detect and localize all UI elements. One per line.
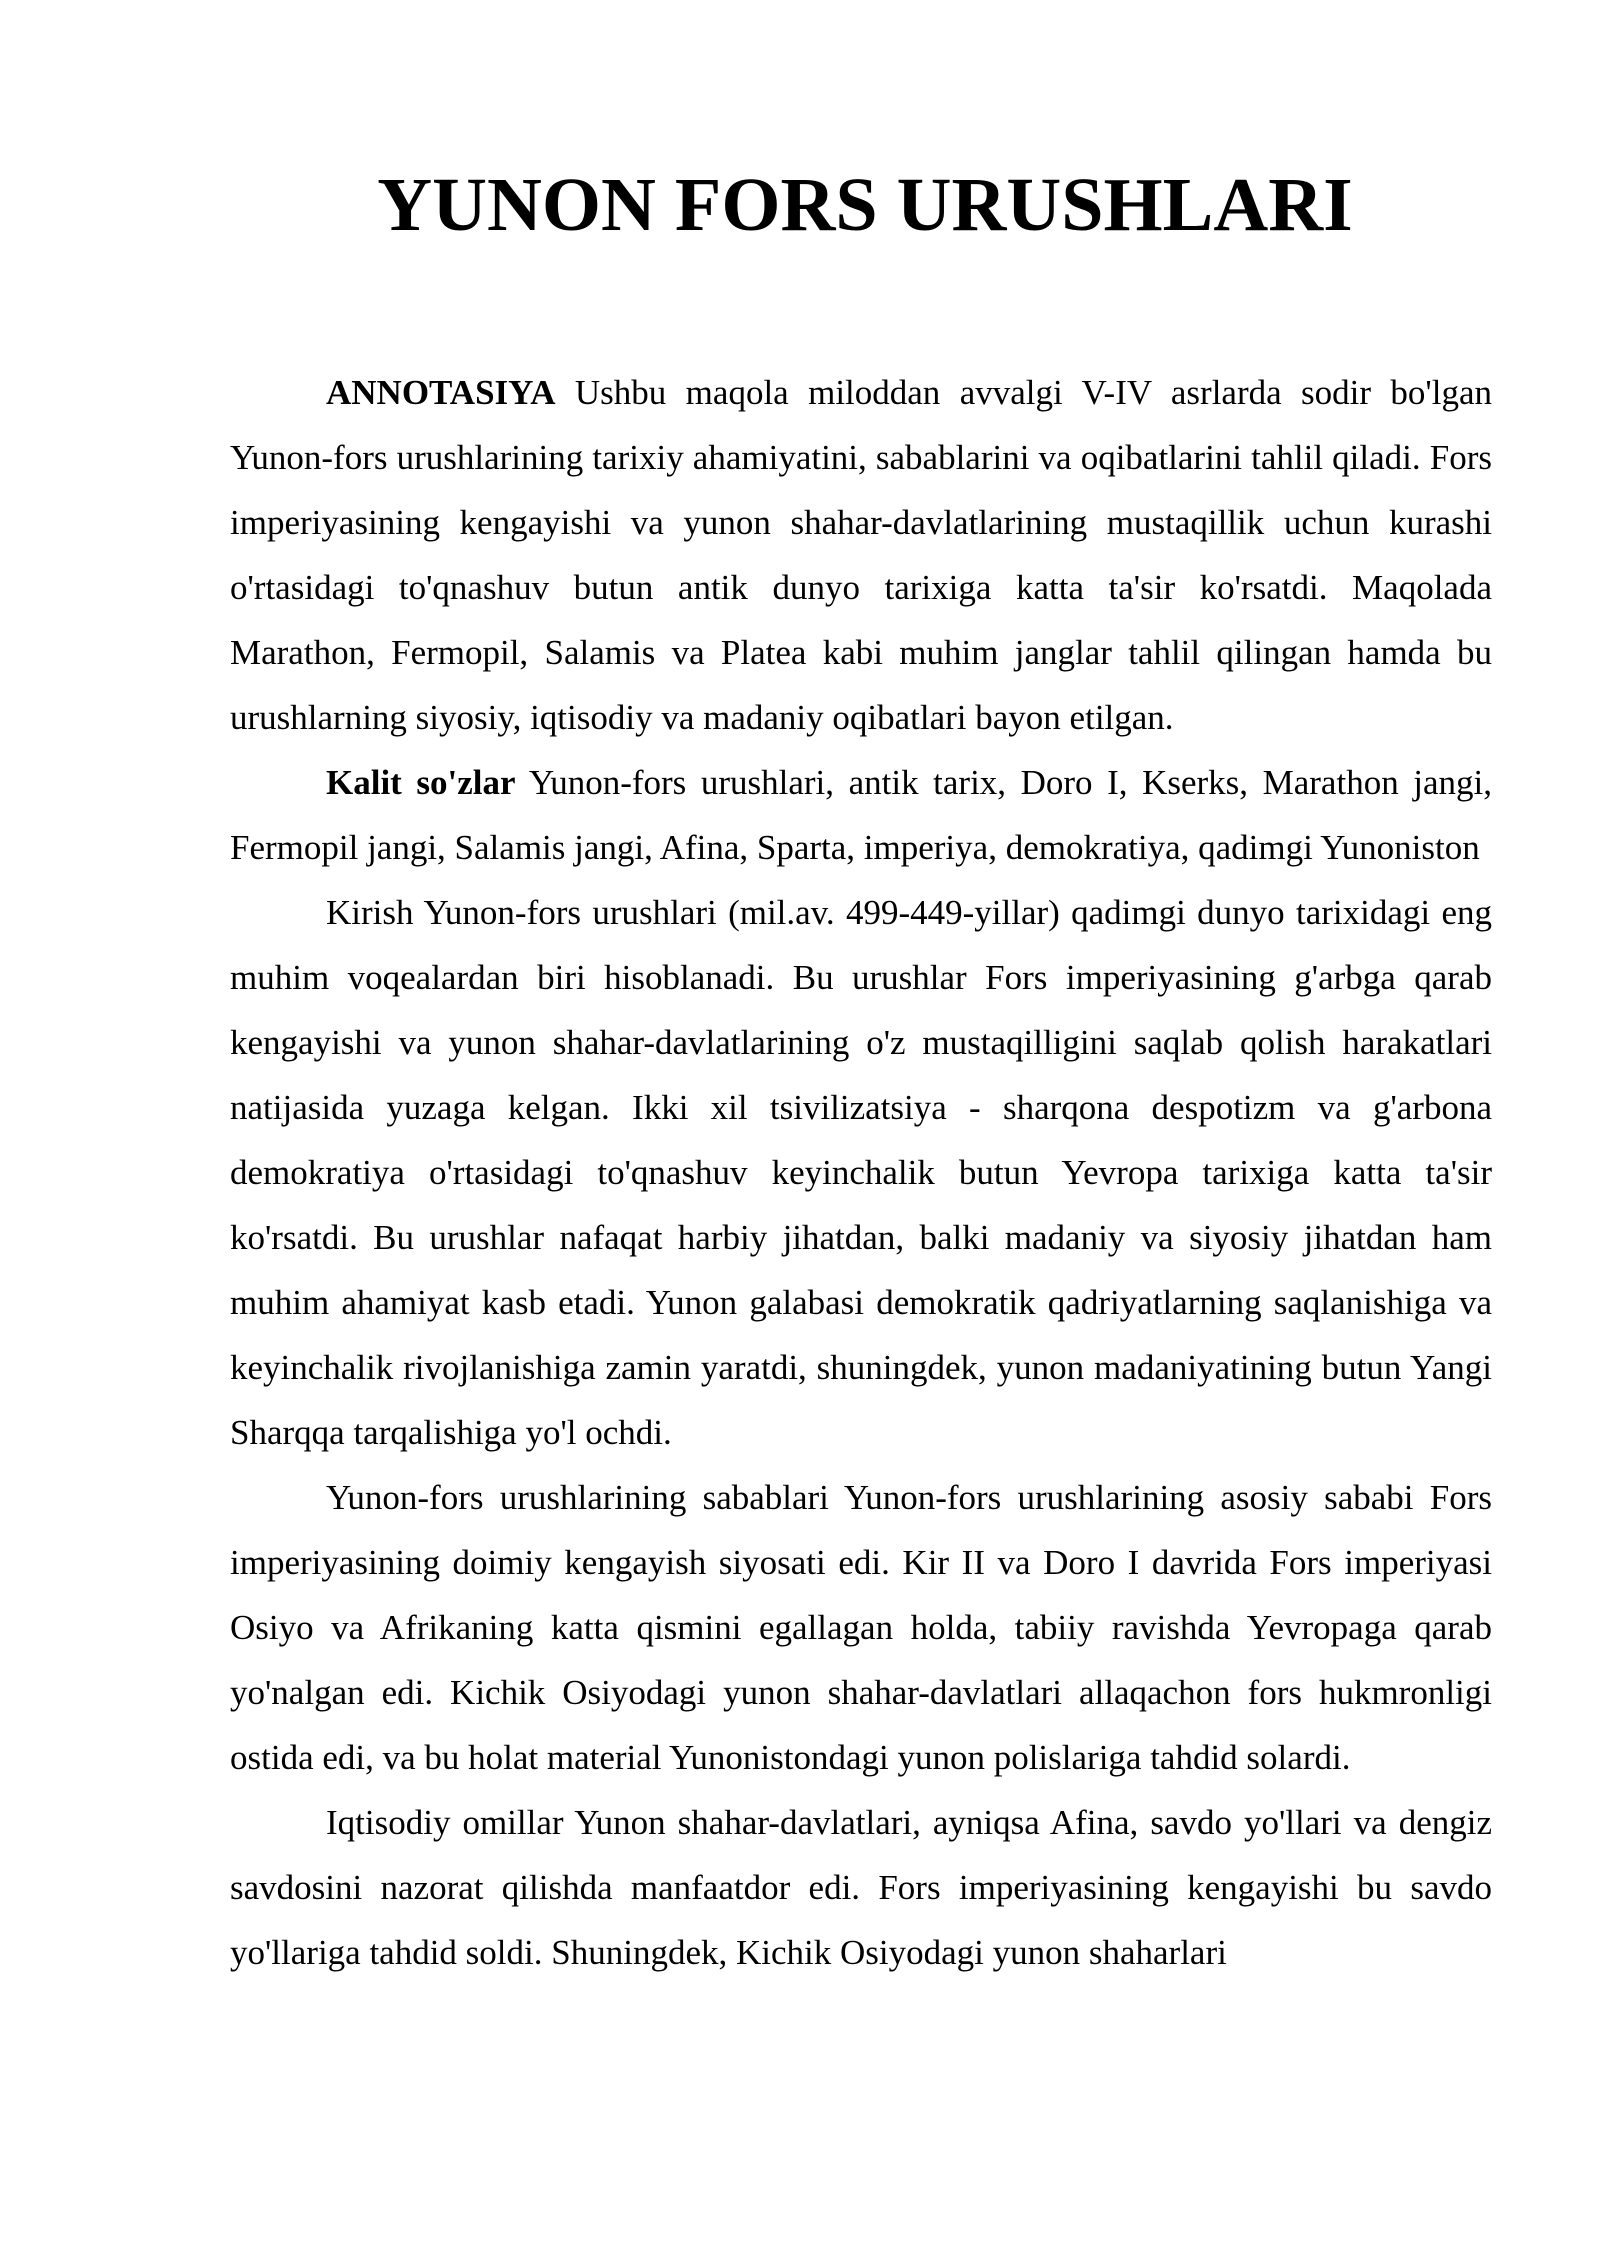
paragraph-causes: Yunon-fors urushlarining sabablari Yunon-fors urushlarining asosiy sababi Fors imperiyasining doimiy kengayish siyosati edi. Kir II va Doro I davrida Fors imperiyasi Osiyo va Afrikaning katta qismini egallagan holda, tabiiy ravishda Yevropaga qarab yo'nalgan edi. Kichik Osiyodagi yunon shahar-davlatlari allaqachon fors hukmronligi ostida edi, va bu holat material Yunonistondagi yunon polislariga tahdid solardi. — [230, 1478, 1492, 1777]
paragraph-annotation — [230, 360, 1492, 750]
document-title: YUNON FORS URUSHLARI — [377, 163, 1353, 247]
document-body — [230, 360, 1492, 1985]
paragraph-economic-factors: Iqtisodiy omillar Yunon shahar-davlatlari, ayniqsa Afina, savdo yo'llari va dengiz savdosini nazorat qilishda manfaatdor edi. Fors imperiyasining kengayishi bu savdo yo'llariga tahdid soldi. Shuningdek, Kichik Osiyodagi yunon shaharlari — [230, 1803, 1492, 1972]
paragraph-introduction: Kirish Yunon-fors urushlari (mil.av. 499-449-yillar) qadimgi dunyo tarixidagi eng muhim voqealardan biri hisoblanadi. Bu urushlar Fors imperiyasining g'arbga qarab kengayishi va yunon shahar-davlatlarining o'z mustaqilligini saqlab qolish harakatlari natijasida yuzaga kelgan. Ikki xil tsivilizatsiya - sharqona despotizm va g'arbona demokratiya o'rtasidagi to'qnashuv keyinchalik butun Yevropa tarixiga katta ta'sir ko'rsatdi. Bu urushlar nafaqat harbiy jihatdan, balki madaniy va siyosiy jihatdan ham muhim ahamiyat kasb etadi. Yunon galabasi demokratik qadriyatlarning saqlanishiga va keyinchalik rivojlanishiga zamin yaratdi, shuningdek, yunon madaniyatining butun Yangi Sharqqa tarqalishiga yo'l ochdi. — [230, 893, 1492, 1452]
keywords-heading: Kalit so'zlar — [326, 763, 516, 802]
keywords-text: Yunon-fors urushlari, antik tarix, Doro I, Kserks, Marathon jangi, Fermopil jangi, Salamis jangi, Afina, Sparta, imperiya, demokratiya, qadimgi Yunoniston — [230, 763, 1492, 867]
annotation-text: Ushbu maqola miloddan avvalgi V-IV asrlarda sodir bo'lgan Yunon-fors urushlarining tarixiy ahamiyatini, sabablarini va oqibatlarini tahlil qiladi. Fors imperiyasining kengayishi va yunon shahar-davlatlarining mustaqillik uchun kurashi o'rtasidagi to'qnashuv butun antik dunyo tarixiga katta ta'sir ko'rsatdi. Maqolada Marathon, Fermopil, Salamis va Platea kabi muhim janglar tahlil qilingan hamda bu urushlarning siyosiy, iqtisodiy va madaniy oqibatlari bayon etilgan. — [230, 373, 1492, 737]
paragraph-keywords — [230, 750, 1492, 880]
annotation-heading: ANNOTASIYA — [326, 373, 556, 412]
